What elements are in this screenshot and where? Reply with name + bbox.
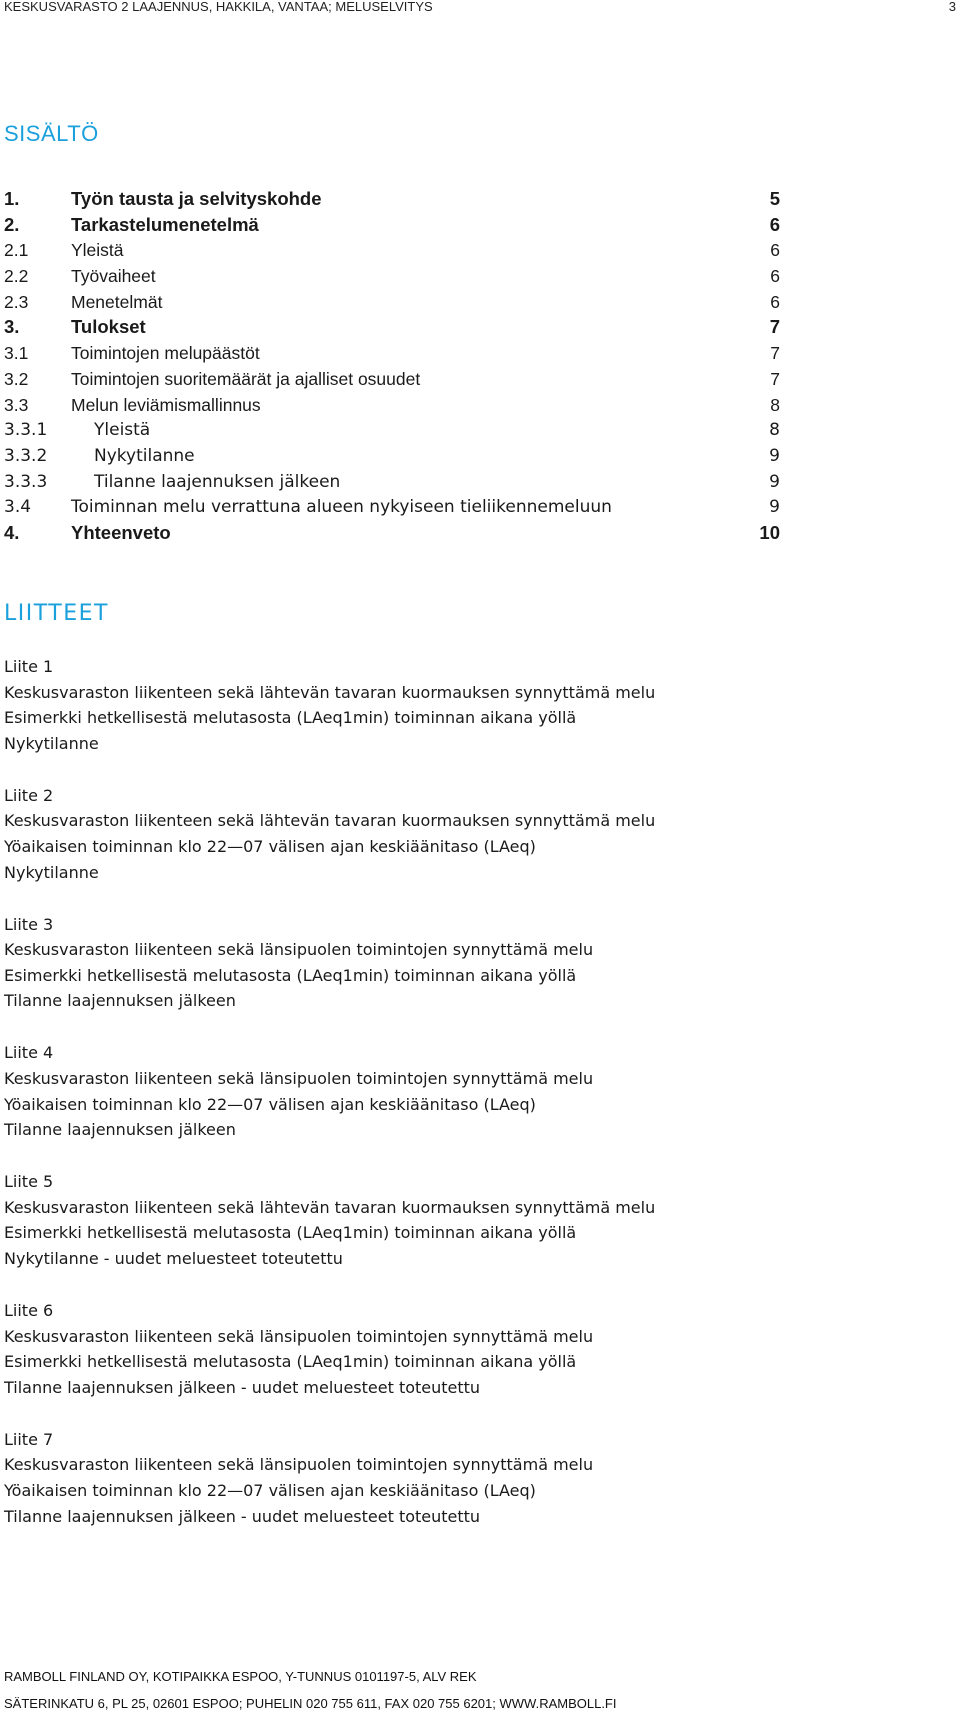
toc-entry-title: Yleistä	[71, 240, 124, 261]
toc-entry-page: 9	[769, 471, 780, 492]
toc-entry	[4, 419, 780, 445]
toc-entry-title: Tarkastelumenetelmä	[71, 213, 259, 235]
footer-company-line: RAMBOLL FINLAND OY, KOTIPAIKKA ESPOO, Y-TUNNUS 0101197-5, ALV REK	[4, 1669, 477, 1684]
toc-entry-number: 1.	[4, 188, 20, 209]
appendix-description-line: Tilanne laajennuksen jälkeen	[4, 991, 236, 1011]
toc-entry	[4, 214, 780, 240]
toc-entry-number: 2.3	[4, 291, 29, 312]
toc-entry-number: 3.	[4, 316, 20, 338]
appendix-item	[4, 1301, 904, 1430]
page-footer	[4, 1669, 956, 1723]
toc-entry-page: 7	[770, 343, 780, 364]
toc-entry-page: 10	[759, 521, 780, 543]
appendix-label: Liite 7	[4, 1429, 54, 1449]
toc-entry-number: 2.1	[4, 240, 29, 261]
appendix-item	[4, 657, 904, 786]
toc-entry-number: 3.3.3	[4, 471, 48, 492]
toc-entry-title: Melun leviämismallinnus	[71, 394, 261, 415]
toc-entry-page: 7	[770, 368, 780, 389]
toc-entry-page: 7	[769, 316, 780, 338]
toc-entry-page: 8	[770, 394, 780, 415]
appendix-label: Liite 5	[4, 1172, 54, 1192]
appendix-description-line: Tilanne laajennuksen jälkeen - uudet meluesteet toteutettu	[4, 1506, 481, 1526]
appendix-item	[4, 915, 904, 1044]
appendix-item	[4, 786, 904, 915]
appendix-label: Liite 6	[4, 1300, 54, 1320]
appendix-description-line: Keskusvaraston liikenteen sekä länsipuolen toimintojen synnyttämä melu	[4, 1326, 594, 1346]
toc-entry-title: Yhteenveto	[71, 521, 171, 543]
toc-entry-title: Menetelmät	[71, 291, 163, 312]
toc-entry-number: 3.3	[4, 394, 29, 415]
toc-entry	[4, 188, 780, 214]
toc-entry	[4, 496, 780, 522]
appendix-description-line: Esimerkki hetkellisestä melutasosta (LAeq1min) toiminnan aikana yöllä	[4, 708, 577, 728]
table-of-contents	[4, 188, 780, 548]
toc-entry-page: 6	[770, 240, 780, 261]
toc-entry	[4, 522, 780, 548]
appendix-item	[4, 1430, 904, 1559]
toc-entry-title: Toimintojen melupäästöt	[71, 343, 260, 364]
toc-entry-number: 3.3.1	[4, 420, 48, 441]
toc-entry-page: 6	[770, 291, 780, 312]
toc-entry-page: 9	[769, 445, 780, 466]
toc-entry	[4, 471, 780, 497]
toc-entry	[4, 342, 780, 368]
appendix-description-line: Tilanne laajennuksen jälkeen	[4, 1120, 236, 1140]
appendix-label: Liite 1	[4, 657, 54, 676]
toc-entry-title: Toimintojen suoritemäärät ja ajalliset osuudet	[71, 368, 421, 389]
toc-entry-number: 3.3.2	[4, 445, 48, 466]
appendix-description-line: Tilanne laajennuksen jälkeen - uudet meluesteet toteutettu	[4, 1377, 481, 1397]
appendix-description-line: Nykytilanne - uudet meluesteet toteutettu	[4, 1248, 343, 1268]
contents-heading: SISÄLTÖ	[4, 121, 99, 146]
toc-entry-page: 9	[769, 497, 780, 518]
toc-entry-page: 6	[770, 266, 780, 287]
appendix-description-line: Nykytilanne	[4, 862, 99, 882]
toc-entry-number: 2.	[4, 213, 20, 235]
appendix-description-line: Nykytilanne	[4, 733, 99, 753]
appendix-description-line: Yöaikaisen toiminnan klo 22—07 välisen ajan keskiäänitaso (LAeq)	[4, 1094, 536, 1114]
appendix-description-line: Keskusvaraston liikenteen sekä länsipuolen toimintojen synnyttämä melu	[4, 940, 594, 960]
toc-entry-page: 6	[769, 213, 780, 235]
page-number: 3	[948, 0, 956, 14]
toc-entry-number: 2.2	[4, 266, 29, 287]
appendix-description-line: Esimerkki hetkellisestä melutasosta (LAeq1min) toiminnan aikana yöllä	[4, 1223, 577, 1243]
appendix-item	[4, 1172, 904, 1301]
toc-entry-number: 3.1	[4, 343, 29, 364]
appendix-description-line: Yöaikaisen toiminnan klo 22—07 välisen ajan keskiäänitaso (LAeq)	[4, 836, 536, 856]
appendix-label: Liite 4	[4, 1043, 54, 1063]
toc-entry	[4, 368, 780, 394]
appendix-description-line: Esimerkki hetkellisestä melutasosta (LAeq1min) toiminnan aikana yöllä	[4, 1352, 577, 1372]
toc-entry-title: Työn tausta ja selvityskohde	[71, 188, 322, 209]
footer-address-line: SÄTERINKATU 6, PL 25, 02601 ESPOO; PUHELIN 020 755 611, FAX 020 755 6201; WWW.RAMBOLL.FI	[4, 1696, 617, 1711]
appendix-item	[4, 1043, 904, 1172]
toc-entry-title: Toiminnan melu verrattuna alueen nykyiseen tieliikennemeluun	[71, 497, 612, 518]
toc-entry	[4, 265, 780, 291]
toc-entry-page: 8	[769, 420, 780, 441]
appendix-description-line: Yöaikaisen toiminnan klo 22—07 välisen ajan keskiäänitaso (LAeq)	[4, 1480, 536, 1500]
appendices-heading: LIITTEET	[4, 601, 109, 626]
toc-entry-number: 3.2	[4, 368, 29, 389]
page-header	[4, 0, 956, 14]
toc-entry-title: Työvaiheet	[71, 266, 156, 287]
toc-entry-title: Tulokset	[71, 316, 146, 338]
appendix-label: Liite 2	[4, 785, 54, 805]
toc-entry	[4, 316, 780, 342]
toc-entry-number: 3.4	[4, 497, 32, 518]
toc-entry-page: 5	[769, 188, 780, 209]
toc-entry-number: 4.	[4, 521, 20, 543]
appendix-label: Liite 3	[4, 914, 54, 934]
toc-entry-title: Nykytilanne	[94, 445, 195, 466]
toc-entry-title: Tilanne laajennuksen jälkeen	[94, 471, 341, 492]
toc-entry	[4, 394, 780, 420]
document-title: KESKUSVARASTO 2 LAAJENNUS, HAKKILA, VANTAA; MELUSELVITYS	[4, 0, 433, 14]
appendix-list	[4, 657, 904, 1559]
appendix-description-line: Keskusvaraston liikenteen sekä lähtevän tavaran kuormauksen synnyttämä melu	[4, 682, 656, 702]
appendix-description-line: Keskusvaraston liikenteen sekä lähtevän tavaran kuormauksen synnyttämä melu	[4, 1197, 656, 1217]
appendix-description-line: Keskusvaraston liikenteen sekä länsipuolen toimintojen synnyttämä melu	[4, 1068, 594, 1088]
appendix-description-line: Keskusvaraston liikenteen sekä lähtevän tavaran kuormauksen synnyttämä melu	[4, 811, 656, 831]
appendix-description-line: Esimerkki hetkellisestä melutasosta (LAeq1min) toiminnan aikana yöllä	[4, 965, 577, 985]
toc-entry	[4, 239, 780, 265]
appendix-description-line: Keskusvaraston liikenteen sekä länsipuolen toimintojen synnyttämä melu	[4, 1455, 594, 1475]
toc-entry	[4, 291, 780, 317]
toc-entry-title: Yleistä	[94, 420, 151, 441]
toc-entry	[4, 445, 780, 471]
